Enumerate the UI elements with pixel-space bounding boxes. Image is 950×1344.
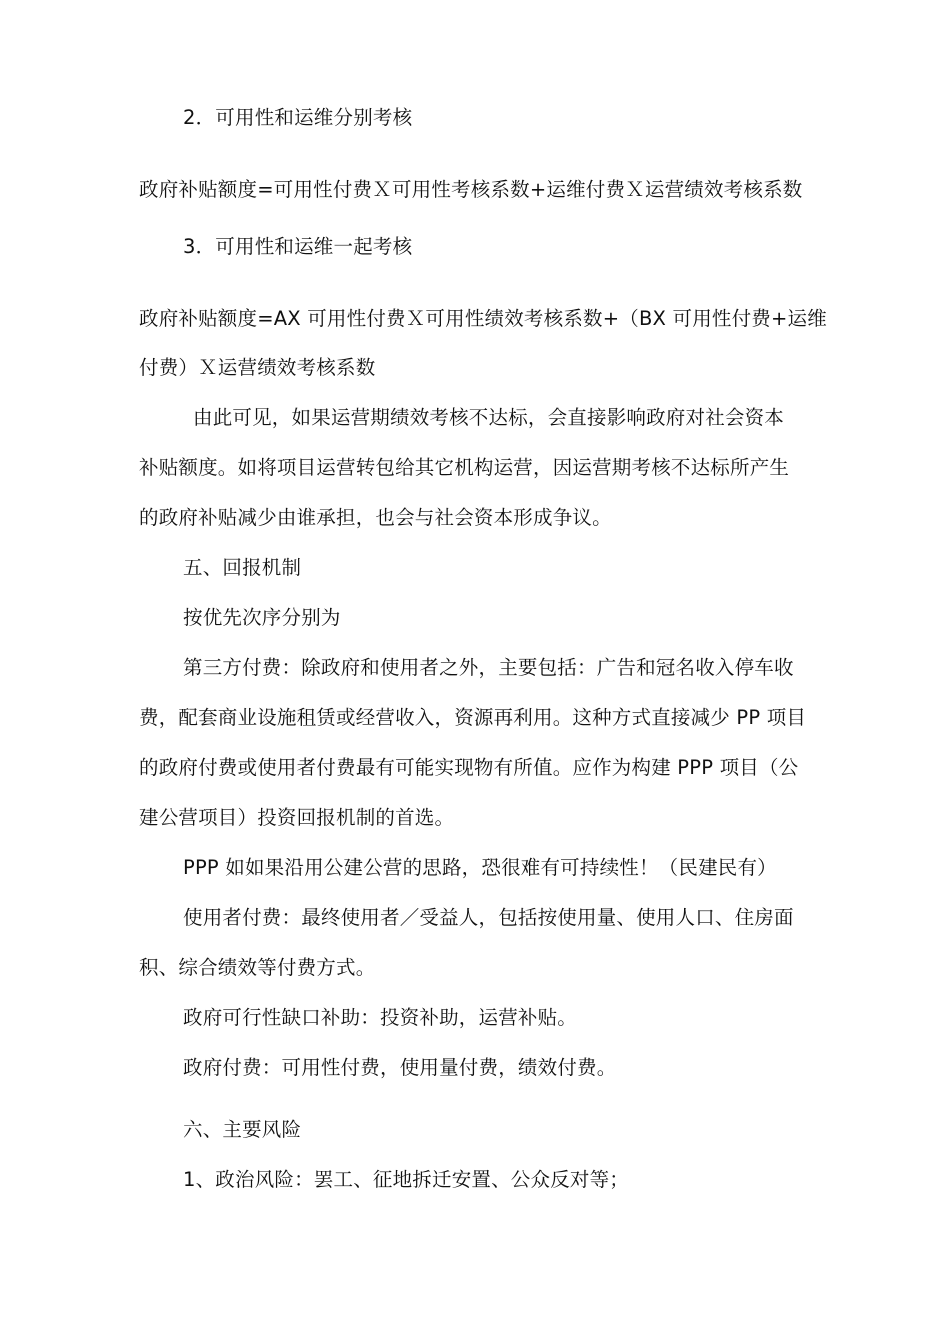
paragraph-line: 的政府付费或使用者付费最有可能实现物有所值。应作为构建 PPP 项目（公 — [139, 756, 799, 779]
paragraph-line: 费，配套商业设施租赁或经营收入，资源再利用。这种方式直接减少 PP 项目 — [139, 706, 807, 729]
formula-combined-line2: 付费）Ｘ运营绩效考核系数 — [139, 356, 376, 379]
formula-combined-line1: 政府补贴额度=AX 可用性付费Ｘ可用性绩效考核系数+（BX 可用性付费+运维 — [139, 307, 827, 330]
paragraph-line: 积、综合绩效等付费方式。 — [139, 956, 376, 979]
subheading-combined-assessment: 3．可用性和运维一起考核 — [183, 235, 413, 258]
paragraph-line: 的政府补贴减少由谁承担，也会与社会资本形成争议。 — [139, 506, 612, 529]
subheading-separate-assessment: 2．可用性和运维分别考核 — [183, 106, 413, 129]
paragraph-line: 政府可行性缺口补助：投资补助，运营补贴。 — [183, 1006, 578, 1029]
paragraph-line: 使用者付费：最终使用者／受益人，包括按使用量、使用人口、住房面 — [183, 906, 794, 929]
formula-separate-assessment: 政府补贴额度=可用性付费Ｘ可用性考核系数+运维付费Ｘ运营绩效考核系数 — [139, 178, 803, 201]
paragraph-line: 政府付费：可用性付费，使用量付费，绩效付费。 — [183, 1056, 617, 1079]
section-heading-return-mechanism: 五、回报机制 — [183, 556, 302, 579]
paragraph-line: 补贴额度。如将项目运营转包给其它机构运营，因运营期考核不达标所产生 — [139, 456, 790, 479]
paragraph-line: 第三方付费：除政府和使用者之外，主要包括：广告和冠名收入停车收 — [183, 656, 794, 679]
paragraph-line: 1、政治风险：罢工、征地拆迁安置、公众反对等； — [183, 1168, 630, 1191]
paragraph-line: 建公营项目）投资回报机制的首选。 — [139, 806, 455, 829]
paragraph-line: 由此可见，如果运营期绩效考核不达标，会直接影响政府对社会资本 — [193, 406, 785, 429]
section-heading-main-risks: 六、主要风险 — [183, 1118, 302, 1141]
paragraph-line: 按优先次序分别为 — [183, 606, 341, 629]
paragraph-line: PPP 如如果沿用公建公营的思路，恐很难有可持续性！（民建民有） — [183, 856, 777, 879]
